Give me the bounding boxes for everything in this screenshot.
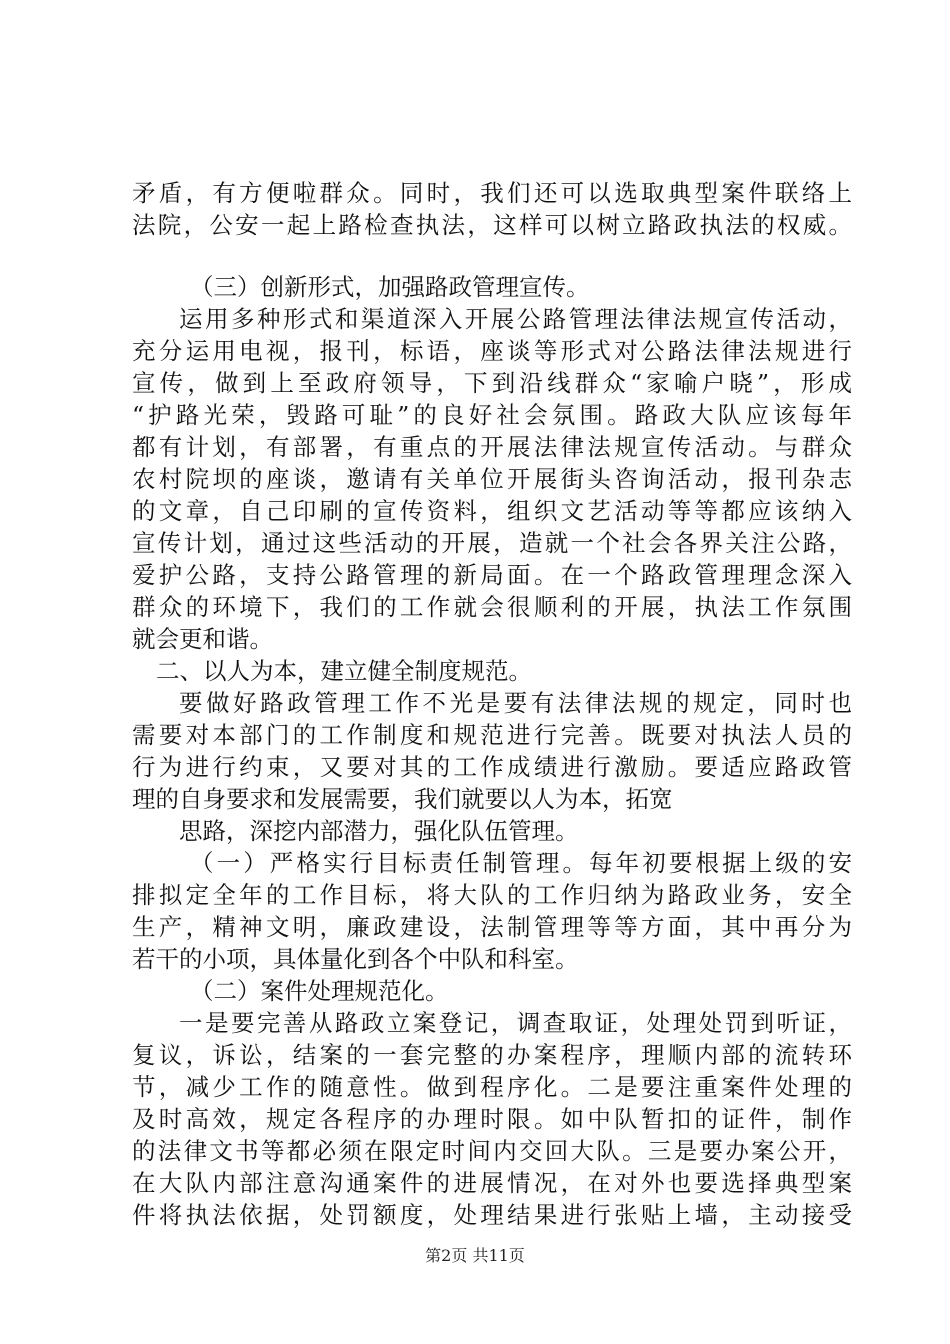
text-line: 爱护公路，支持公路管理的新局面。在一个路政管理理念深入 bbox=[132, 561, 852, 589]
paragraph bbox=[132, 303, 852, 655]
section-heading bbox=[132, 655, 852, 687]
text-line: 运用多种形式和渠道深入开展公路管理法律法规宣传活动， bbox=[179, 305, 852, 333]
paragraph bbox=[132, 1007, 852, 1231]
text-line: 充分运用电视，报刊，标语，座谈等形式对公路法律法规进行 bbox=[132, 337, 852, 365]
text-line: 就会更和谐。 bbox=[132, 625, 273, 653]
text-line: 要做好路政管理工作不光是要有法律法规的规定，同时也 bbox=[179, 689, 852, 717]
text-line: 复议，诉讼，结案的一套完整的办案程序，理顺内部的流转环 bbox=[132, 1041, 852, 1069]
paragraph bbox=[132, 847, 852, 975]
text-line: 宣传，做到上至政府领导，下到沿线群众“家喻户晓”，形成 bbox=[132, 369, 852, 397]
text-line: 都有计划，有部署，有重点的开展法律法规宣传活动。与群众 bbox=[132, 433, 852, 461]
text-line: 行为进行约束，又要对其的工作成绩进行激励。要适应路政管 bbox=[132, 753, 852, 781]
section-heading bbox=[132, 975, 852, 1007]
text-line: 宣传计划，通过这些活动的开展，造就一个社会各界关注公路， bbox=[132, 529, 852, 557]
text-line: 在大队内部注意沟通案件的进展情况，在对外也要选择典型案 bbox=[132, 1169, 852, 1197]
paragraph bbox=[132, 687, 852, 815]
text-line: 需要对本部门的工作制度和规范进行完善。既要对执法人员的 bbox=[132, 721, 852, 749]
text-line: 法院，公安一起上路检查执法，这样可以树立路政执法的权威。 bbox=[132, 211, 852, 239]
text-line: 的法律文书等都必须在限定时间内交回大队。三是要办案公开， bbox=[132, 1137, 852, 1165]
heading-line: （二）案件处理规范化。 bbox=[190, 977, 449, 1005]
text-line: 矛盾，有方便啦群众。同时，我们还可以选取典型案件联络上 bbox=[132, 179, 852, 207]
paragraph bbox=[132, 815, 852, 847]
page-number-footer: 第2页 共11页 bbox=[425, 1246, 525, 1265]
text-line: 节，减少工作的随意性。做到程序化。二是要注重案件处理的 bbox=[132, 1073, 852, 1101]
text-line: 排拟定全年的工作目标，将大队的工作归纳为路政业务，安全 bbox=[132, 881, 852, 909]
text-line: 的文章，自己印刷的宣传资料，组织文艺活动等等都应该纳入 bbox=[132, 497, 852, 525]
text-line: 理的自身要求和发展需要，我们就要以人为本，拓宽 bbox=[132, 785, 673, 813]
heading-line: 二、以人为本，建立健全制度规范。 bbox=[156, 657, 532, 685]
text-line: 及时高效，规定各程序的办理时限。如中队暂扣的证件，制作 bbox=[132, 1105, 852, 1133]
text-line: 农村院坝的座谈，邀请有关单位开展街头咨询活动，报刊杂志 bbox=[132, 465, 852, 493]
heading-line: （三）创新形式，加强路政管理宣传。 bbox=[190, 273, 590, 301]
text-line: 群众的环境下，我们的工作就会很顺利的开展，执法工作氛围 bbox=[132, 593, 852, 621]
text-line: “护路光荣，毁路可耻”的良好社会氛围。路政大队应该每年 bbox=[132, 401, 852, 429]
text-line: （一）严格实行目标责任制管理。每年初要根据上级的安 bbox=[190, 849, 852, 877]
text-line: 若干的小项，具体量化到各个中队和科室。 bbox=[132, 945, 579, 973]
paragraph bbox=[132, 177, 852, 241]
text-line: 一是要完善从路政立案登记，调查取证，处理处罚到听证， bbox=[179, 1009, 852, 1037]
section-heading bbox=[132, 271, 852, 303]
text-line: 生产，精神文明，廉政建设，法制管理等等方面，其中再分为 bbox=[132, 913, 852, 941]
text-line: 思路，深挖内部潜力，强化队伍管理。 bbox=[179, 817, 579, 845]
document-body bbox=[132, 177, 852, 1231]
text-line: 件将执法依据，处罚额度，处理结果进行张贴上墙，主动接受 bbox=[132, 1201, 852, 1229]
